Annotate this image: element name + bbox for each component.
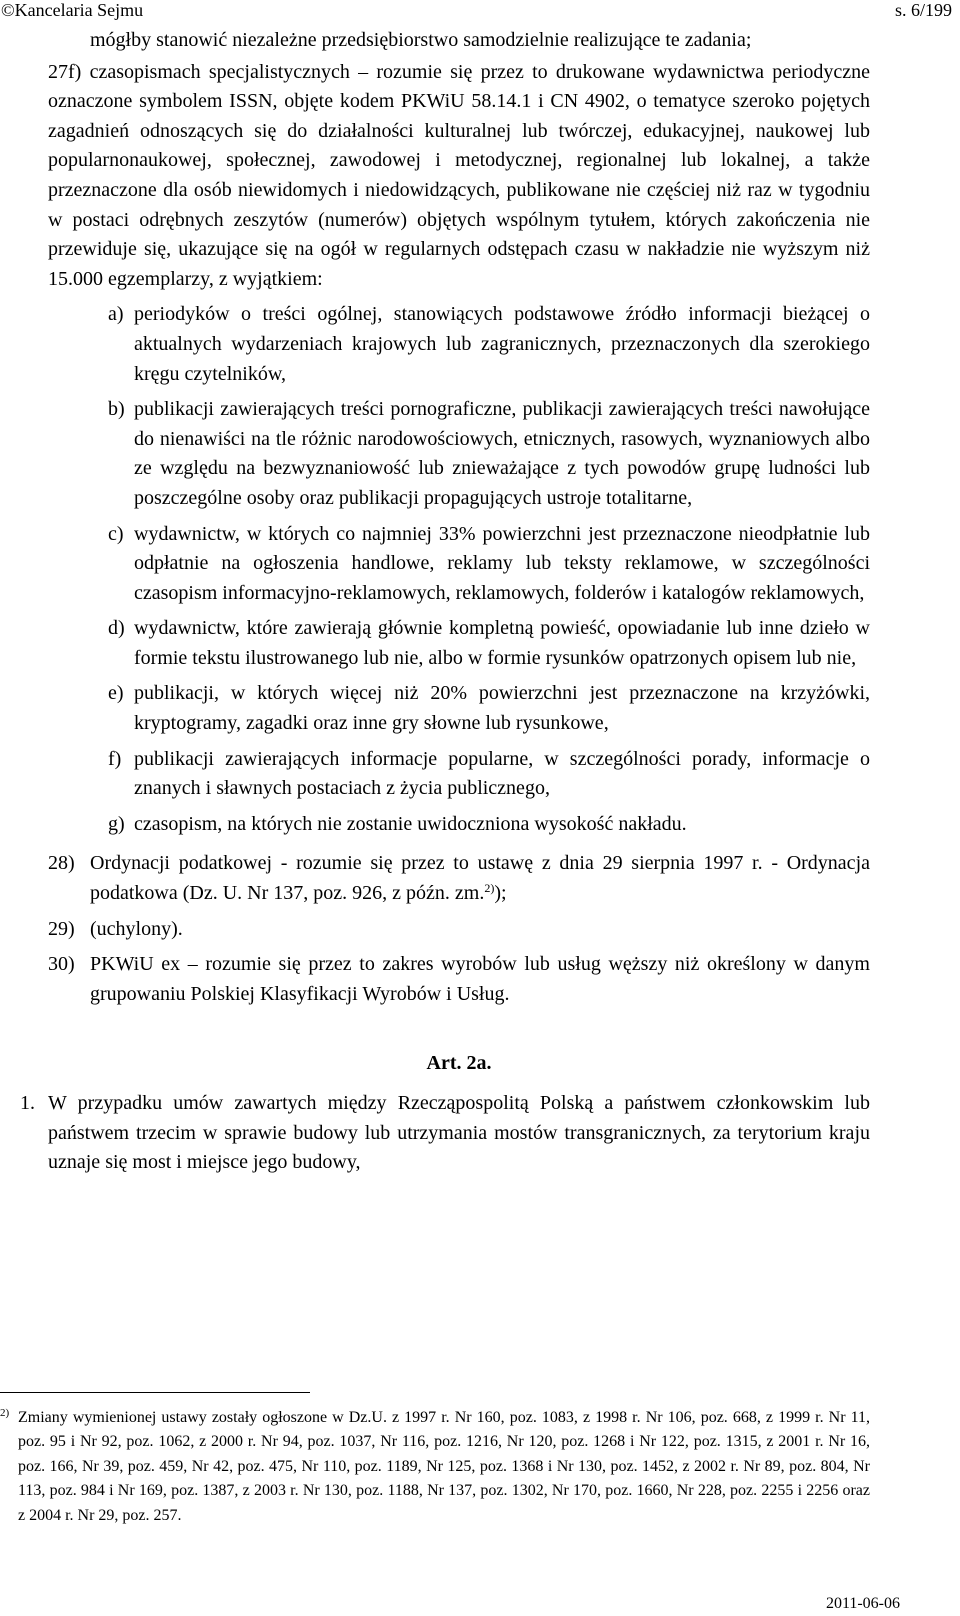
page-footer-date: 2011-06-06 bbox=[825, 1595, 900, 1612]
footnote-text: Zmiany wymienionej ustawy zostały ogłoszone w Dz.U. z 1997 r. Nr 160, poz. 1083, z 1998 r. Nr 106, poz. 668, z 1999 r. Nr 11, poz. 95 i Nr 92, poz. 1062, z 2000 r. Nr 94, poz. 1037, Nr 116, poz. 1216, Nr 120, poz. 1268 i Nr 122, poz. 1315, z 2001 r. Nr 16, poz. 166, Nr 39, poz. 459, Nr 42, poz. 475, Nr 110, poz. 1189, Nr 125, poz. 1368 i Nr 130, poz. 1452, z 2002 r. Nr 89, poz. 804, Nr 113, poz. 984 i Nr 169, poz. 1387, z 2003 r. Nr 130, poz. 1188, Nr 137, poz. 1302, Nr 170, poz. 1660, Nr 228, poz. 2255 i 2256 oraz z 2004 r. Nr 29, poz. 257. bbox=[18, 1409, 870, 1524]
footnote-reference[interactable]: 2) bbox=[484, 881, 495, 896]
subitem-label: f) bbox=[108, 747, 122, 770]
item-text: (uchylony). bbox=[90, 917, 183, 940]
paragraph-number: 1. bbox=[20, 1092, 35, 1114]
item-text-main: Ordynacji podatkowej - rozumie się przez to ustawę z dnia 29 sierpnia 1997 r. - Ordynacja podatkowa (Dz. U. Nr 137, poz. 926, z późn. zm. bbox=[90, 852, 870, 905]
subitem-text: publikacji zawierających informacje popularne, w szczególności porady, informacje o znanych i sławnych postaciach z życia publicznego, bbox=[134, 747, 870, 800]
item-number: 30) bbox=[48, 953, 75, 976]
subitem-e bbox=[108, 679, 870, 738]
page-header bbox=[0, 0, 960, 20]
item-text-end: ); bbox=[494, 882, 507, 905]
footnote bbox=[0, 1406, 870, 1528]
paragraph-text: W przypadku umów zawartych między Rzecząpospolitą Polską a państwem członkowskim lub państwem trzecim w sprawie budowy lub utrzymania mostów transgranicznych, za terytorium kraju uznaje się most i miejsce jego budowy, bbox=[48, 1092, 870, 1174]
subitem-label: a) bbox=[108, 303, 124, 326]
item-number: 27f) bbox=[48, 60, 82, 83]
subitem-label: c) bbox=[108, 522, 124, 545]
item-number: 29) bbox=[48, 917, 75, 940]
definition-item-27f bbox=[48, 58, 870, 295]
copyright-label: ©Kancelaria Sejmu bbox=[1, 0, 144, 20]
subitem-text: publikacji, w których więcej niż 20% powierzchni jest przeznaczone na krzyżówki, kryptogramy, zagadki oraz inne gry słowne lub rysunkowe, bbox=[134, 682, 870, 735]
article-paragraph-1 bbox=[20, 1089, 870, 1178]
subitem-d bbox=[108, 614, 870, 673]
footnote-marker: 2) bbox=[0, 1407, 10, 1419]
subitem-label: g) bbox=[108, 812, 125, 835]
subitem-text: czasopism, na których nie zostanie uwidoczniona wysokość nakładu. bbox=[134, 812, 687, 835]
subitem-f bbox=[108, 745, 870, 804]
item-number: 28) bbox=[48, 852, 75, 875]
subitem-text: wydawnictw, które zawierają głównie kompletną powieść, opowiadanie lub inne dzieło w formie tekstu ilustrowanego lub nie, albo w formie rysunków opatrzonych opisem lub nie, bbox=[134, 617, 870, 669]
subitem-a bbox=[108, 300, 870, 389]
subitem-text: periodyków o treści ogólnej, stanowiących podstawowe źródło informacji bieżącej o aktualnych wydarzeniach krajowych lub zagranicznych, przeznaczonych dla szerokiego kręgu czytelników, bbox=[134, 303, 870, 385]
subitem-text: publikacji zawierających treści pornograficzne, publikacji zawierających treści nawołujące do nienawiści na tle różnic narodowościowych, etnicznych, rasowych, wyznaniowych albo ze względu na bezwyznaniowość lub znieważające z tych powodów grupę ludności lub poszczególne osoby oraz publikacji propagujących ustroje totalitarne, bbox=[134, 398, 870, 509]
footnote-number bbox=[0, 1406, 18, 1528]
subitem-label: b) bbox=[108, 398, 125, 421]
item-text bbox=[90, 849, 870, 908]
footnote-separator bbox=[0, 1392, 310, 1393]
page-number: s. 6/199 bbox=[894, 0, 952, 20]
item-text: czasopismach specjalistycznych – rozumie się przez to drukowane wydawnictwa periodyczne oznaczone symbolem ISSN, objęte kodem PKWiU 58.14.1 i CN 4902, o tematyce szeroko pojętych zagadnień odnoszących się do działalności kulturalnej lub twórczej, edukacyjnej, naukowej lub popularnonaukowej, społecznej, zawodowej i metodycznej, regionalnej lub lokalnej, a także przeznaczone dla osób niewidomych i niedowidzących, publikowane nie częściej niż raz w tygodniu w postaci odrębnych zeszytów (numerów) objętych wspólnym tytułem, których zakończenia nie przewiduje się, ukazujące się na ogół w regularnych odstępach czasu w nakładzie nie wyższym niż 15.000 egzemplarzy, z wyjątkiem: bbox=[48, 60, 870, 290]
definition-item-30 bbox=[48, 950, 870, 1009]
definition-item-29 bbox=[48, 915, 870, 945]
subitem-c bbox=[108, 520, 870, 609]
definition-item-28 bbox=[48, 849, 870, 908]
subitem-b bbox=[108, 395, 870, 513]
item-text: PKWiU ex – rozumie się przez to zakres wyrobów lub usług węższy niż określony w danym grupowaniu Polskiej Klasyfikacji Wyrobów i Usług. bbox=[90, 953, 870, 1005]
document-body bbox=[20, 26, 870, 1178]
intro-continuation: mógłby stanowić niezależne przedsiębiorstwo samodzielnie realizujące te zadania; bbox=[90, 29, 752, 51]
subitem-label: d) bbox=[108, 617, 125, 640]
subitem-label: e) bbox=[108, 682, 124, 705]
subitem-g bbox=[108, 810, 870, 840]
subitem-text: wydawnictw, w których co najmniej 33% powierzchni jest przeznaczone nieodpłatnie lub odpłatnie na ogłoszenia handlowe, reklamy lub teksty reklamowe, w szczególności czasopism informacyjno-reklamowych, reklamowych, folderów i katalogów reklamowych, bbox=[134, 522, 870, 604]
article-heading: Art. 2a. bbox=[426, 1052, 492, 1075]
